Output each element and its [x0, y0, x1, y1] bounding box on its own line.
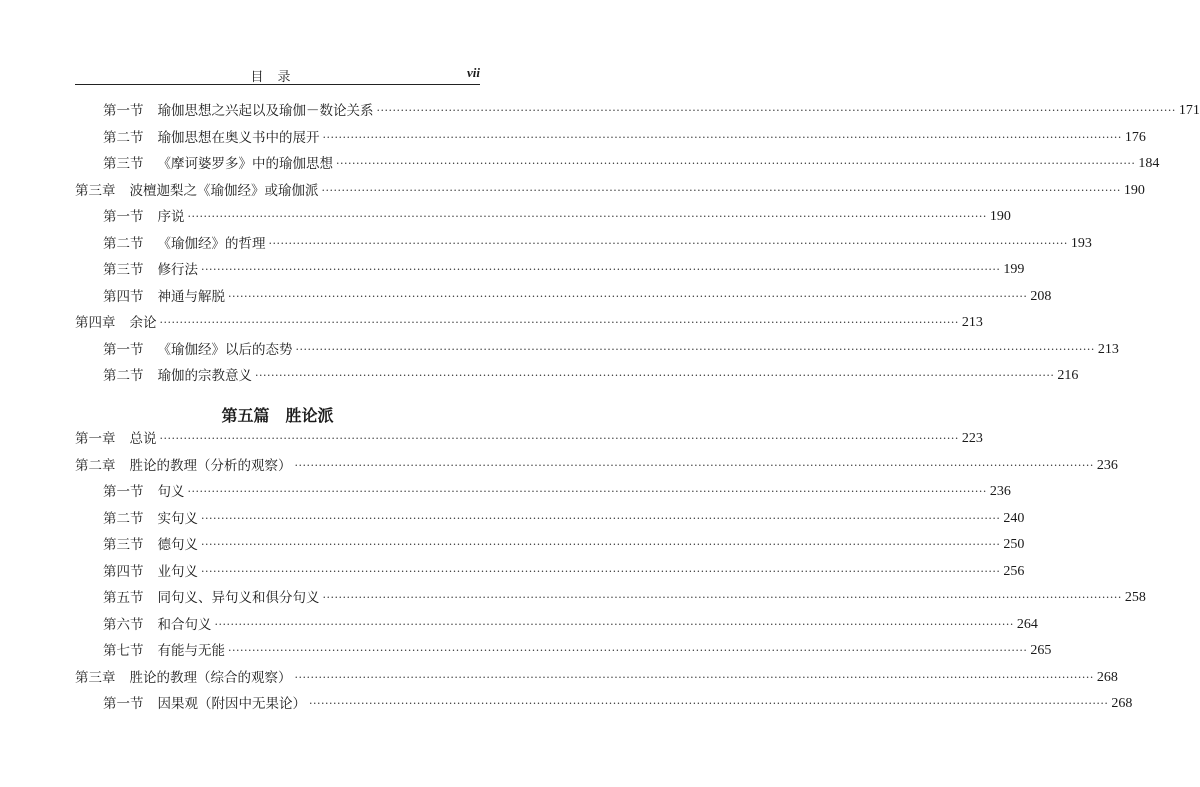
toc-entry-label: 第一章	[75, 431, 116, 447]
toc-entry-title: 德句义	[157, 537, 198, 553]
toc-entry	[103, 127, 1146, 147]
leader-dots: ········································································································································································································	[214, 617, 1014, 631]
leader-dots: ········································································································································································································	[336, 157, 1136, 170]
header-page-number: vii	[467, 65, 480, 80]
toc-entry-page: 268	[1111, 696, 1133, 711]
toc-entry	[103, 481, 1011, 501]
leader-dots: ········································································································································································································	[322, 591, 1122, 604]
toc-entry-label: 第六节	[103, 616, 144, 633]
toc-entry-title: 胜论的教理（分析的观察）	[129, 457, 292, 474]
toc-entry	[103, 614, 1038, 634]
toc-entry-label: 第三节	[103, 262, 144, 278]
leader-dots: ········································································································································································································	[295, 342, 1095, 356]
toc-entry-page: 213	[1097, 341, 1119, 357]
page-header	[75, 62, 480, 85]
leader-dots: ········································································································································································································	[201, 511, 1001, 525]
toc-entry	[103, 153, 1160, 173]
leader-dots: ········································································································································································································	[201, 263, 1001, 276]
toc-entry	[103, 534, 1025, 554]
toc-entry	[103, 693, 1133, 713]
toc-entry-label: 第四节	[103, 288, 144, 305]
toc-entry-label: 第三节	[103, 156, 144, 172]
toc-entry	[103, 286, 1052, 306]
toc-entry	[75, 455, 1118, 475]
leader-dots: ········································································································································································································	[228, 289, 1028, 303]
toc-entry-label: 第三章	[75, 669, 116, 686]
toc-entry-title: 《摩诃婆罗多》中的瑜伽思想	[157, 156, 333, 172]
toc-entry-page: 171	[1178, 103, 1200, 118]
toc-entry-title: 胜论的教理（综合的观察）	[129, 669, 292, 686]
toc-entry	[75, 180, 1145, 200]
toc-entry-label: 第二节	[103, 368, 144, 384]
toc-entry-label: 第一节	[103, 696, 144, 712]
toc-entry	[103, 561, 1025, 581]
toc-entry	[103, 508, 1025, 528]
toc-entry-page: 240	[1003, 510, 1025, 526]
leader-dots: ········································································································································································································	[159, 432, 959, 445]
toc-entry-title: 瑜伽思想在奥义书中的展开	[157, 129, 320, 146]
toc-entry	[103, 339, 1119, 359]
toc-entry-page: 265	[1030, 643, 1052, 658]
toc-entry-page: 216	[1057, 368, 1079, 383]
toc-entry	[103, 259, 1025, 279]
leader-dots: ········································································································································································································	[187, 210, 987, 223]
toc-entry-page: 190	[1123, 182, 1145, 198]
leader-dots: ········································································································································································································	[201, 564, 1001, 578]
leader-dots: ········································································································································································································	[159, 316, 959, 329]
toc-entry-label: 第三节	[103, 537, 144, 553]
toc-entry-page: 176	[1124, 129, 1146, 145]
toc-entry-label: 第一节	[103, 484, 144, 500]
toc-entry-title: 《瑜伽经》的哲理	[157, 235, 266, 252]
toc-entry-title: 瑜伽的宗教意义	[157, 368, 252, 384]
toc-entry-page: 193	[1070, 235, 1092, 251]
leader-dots: ········································································································································································································	[201, 538, 1001, 551]
toc-entry	[75, 667, 1118, 687]
toc-entry-label: 第五节	[103, 590, 144, 606]
toc-entry-title: 同句义、异句义和俱分句义	[157, 590, 320, 606]
toc-entry-title: 和合句义	[157, 616, 212, 633]
toc-entry	[75, 428, 983, 448]
toc-entry-page: 184	[1138, 156, 1160, 171]
toc-entry-title: 余论	[129, 315, 157, 331]
toc-entry-title: 句义	[157, 484, 185, 500]
toc-entry-page: 236	[989, 484, 1011, 499]
toc-entry-page: 190	[989, 209, 1011, 224]
toc-entry-label: 第四章	[75, 315, 116, 331]
toc-entry-title: 波檀迦梨之《瑜伽经》或瑜伽派	[129, 182, 319, 199]
toc-entry-title: 有能与无能	[157, 643, 225, 659]
toc-entry	[103, 206, 1011, 226]
section-title: 第五篇 胜论派	[221, 406, 334, 425]
toc-entry-title: 序说	[157, 209, 185, 225]
toc-entry-label: 第一节	[103, 341, 144, 358]
toc-entry-title: 瑜伽思想之兴起以及瑜伽－数论关系	[157, 103, 374, 119]
leader-dots: ········································································································································································································	[309, 697, 1109, 710]
toc-entry-label: 第二章	[75, 457, 116, 474]
toc-entry-title: 实句义	[157, 510, 198, 527]
toc-entry-label: 第三章	[75, 182, 116, 199]
toc-entry	[103, 100, 1200, 120]
toc-entry-title: 修行法	[157, 262, 198, 278]
leader-dots: ········································································································································································································	[322, 130, 1122, 144]
toc-entry-page: 208	[1030, 288, 1052, 304]
toc-entry-page: 199	[1003, 262, 1025, 277]
toc-entry-label: 第二节	[103, 235, 144, 252]
toc-entry-page: 258	[1124, 590, 1146, 605]
leader-dots: ········································································································································································································	[321, 183, 1121, 197]
leader-dots: ········································································································································································································	[376, 104, 1176, 117]
toc-entry	[75, 312, 983, 332]
toc-entry-label: 第二节	[103, 129, 144, 146]
toc-entry-page: 256	[1003, 563, 1025, 579]
toc-entry	[103, 640, 1052, 660]
toc-entry-page: 250	[1003, 537, 1025, 552]
leader-dots: ········································································································································································································	[187, 485, 987, 498]
leader-dots: ········································································································································································································	[268, 236, 1068, 250]
header-title: 目录	[250, 70, 305, 85]
toc-entry-page: 223	[961, 431, 983, 446]
toc-entry-label: 第一节	[103, 209, 144, 225]
toc-entry	[103, 587, 1146, 607]
leader-dots: ········································································································································································································	[255, 369, 1055, 382]
leader-dots: ········································································································································································································	[294, 670, 1094, 684]
toc-entry-label: 第七节	[103, 643, 144, 659]
leader-dots: ········································································································································································································	[228, 644, 1028, 657]
toc-entry-title: 业句义	[157, 563, 198, 580]
toc-entry-page: 268	[1096, 669, 1118, 685]
toc-entry-page: 236	[1096, 457, 1118, 473]
toc-entry-title: 《瑜伽经》以后的态势	[157, 341, 293, 358]
toc-entry-label: 第四节	[103, 563, 144, 580]
toc-entry-title: 神通与解脱	[157, 288, 225, 305]
toc-entry	[103, 365, 1079, 385]
leader-dots: ········································································································································································································	[294, 458, 1094, 472]
toc-entry-title: 因果观（附因中无果论）	[157, 696, 306, 712]
toc-entry	[103, 233, 1092, 253]
toc-entry-page: 264	[1016, 616, 1038, 632]
toc-entry-page: 213	[961, 315, 983, 330]
toc-entry-label: 第二节	[103, 510, 144, 527]
toc-entry-label: 第一节	[103, 103, 144, 119]
toc-entry-title: 总说	[129, 431, 157, 447]
